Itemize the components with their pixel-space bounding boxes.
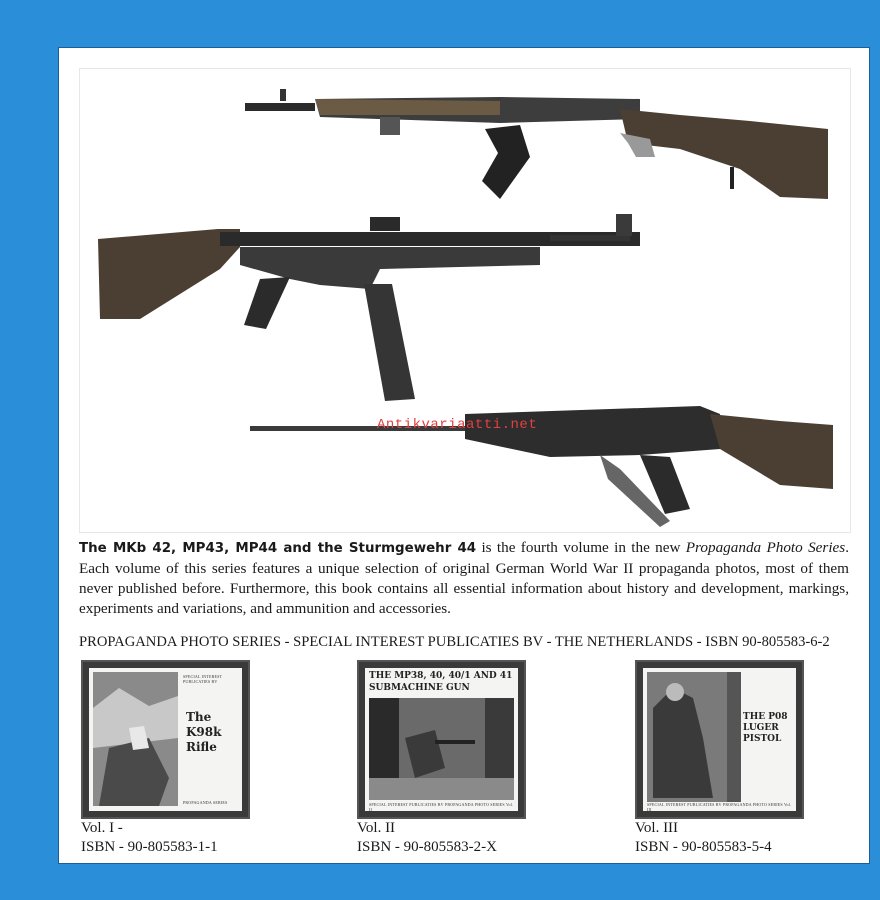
volume-1 xyxy=(81,660,251,857)
volume-1-cover-title: The K98k Rifle xyxy=(186,710,222,754)
volume-3-cover xyxy=(635,660,804,819)
volume-3-cover-footer: SPECIAL INTEREST PUBLICATIES BV PROPAGANDA PHOTO SERIES Vol. III xyxy=(647,802,792,811)
volume-2-cover-title: THE MP38, 40, 40/1 AND 41 SUBMACHINE GUN xyxy=(369,671,513,693)
description-bold-lead: The MKb 42, MP43, MP44 and the Sturmgewehr 44 xyxy=(79,541,477,556)
volume-1-cover-series: PROPAGANDA SERIES xyxy=(183,800,228,805)
volume-2-isbn: ISBN - 90-805583-2-X xyxy=(357,839,497,855)
description-series-italic: Propaganda Photo Series xyxy=(685,539,846,556)
series-publisher-line: PROPAGANDA PHOTO SERIES - SPECIAL INTEREST PUBLICATIES BV - THE NETHERLANDS - ISBN 90-805583-6-2 xyxy=(79,634,830,650)
volume-1-cover xyxy=(81,660,250,819)
description-text-2: . Each volume of this series features a unique selection of original German World War II propaganda photos, most of them never published before. Furthermore, this book contains all essential information about history and development, markings, experiments and variations, and ammunition and accessories. xyxy=(79,539,849,617)
volume-2-label: Vol. II xyxy=(357,820,396,836)
volume-2-cover xyxy=(357,660,526,819)
description-text-1: is the fourth volume in the new xyxy=(476,539,686,556)
volume-3-isbn: ISBN - 90-805583-5-4 xyxy=(635,839,772,855)
volume-3-label: Vol. III xyxy=(635,820,679,836)
rifles-photo-panel xyxy=(79,68,851,533)
watermark-text: Antikvariaatti.net xyxy=(377,417,538,433)
volume-2 xyxy=(357,660,527,857)
rifle-mkb42-image xyxy=(245,89,828,199)
back-cover-page xyxy=(58,47,870,864)
rifles-illustration xyxy=(80,69,850,532)
volume-2-cover-photo xyxy=(365,668,518,811)
rifle-gerat-image xyxy=(250,406,833,527)
book-description xyxy=(79,538,849,619)
volume-1-isbn: ISBN - 90-805583-1-1 xyxy=(81,839,218,855)
volume-1-label: Vol. I - xyxy=(81,820,123,836)
volume-3 xyxy=(635,660,805,857)
volume-1-cover-publisher: SPECIAL INTEREST PUBLICATIES BV xyxy=(183,674,223,684)
volume-2-cover-footer: SPECIAL INTEREST PUBLICATIES BV PROPAGANDA PHOTO SERIES Vol. II xyxy=(369,802,514,811)
rifle-mp44-image xyxy=(98,214,640,401)
volume-3-cover-title: THE P08 LUGER PISTOL xyxy=(743,712,788,744)
